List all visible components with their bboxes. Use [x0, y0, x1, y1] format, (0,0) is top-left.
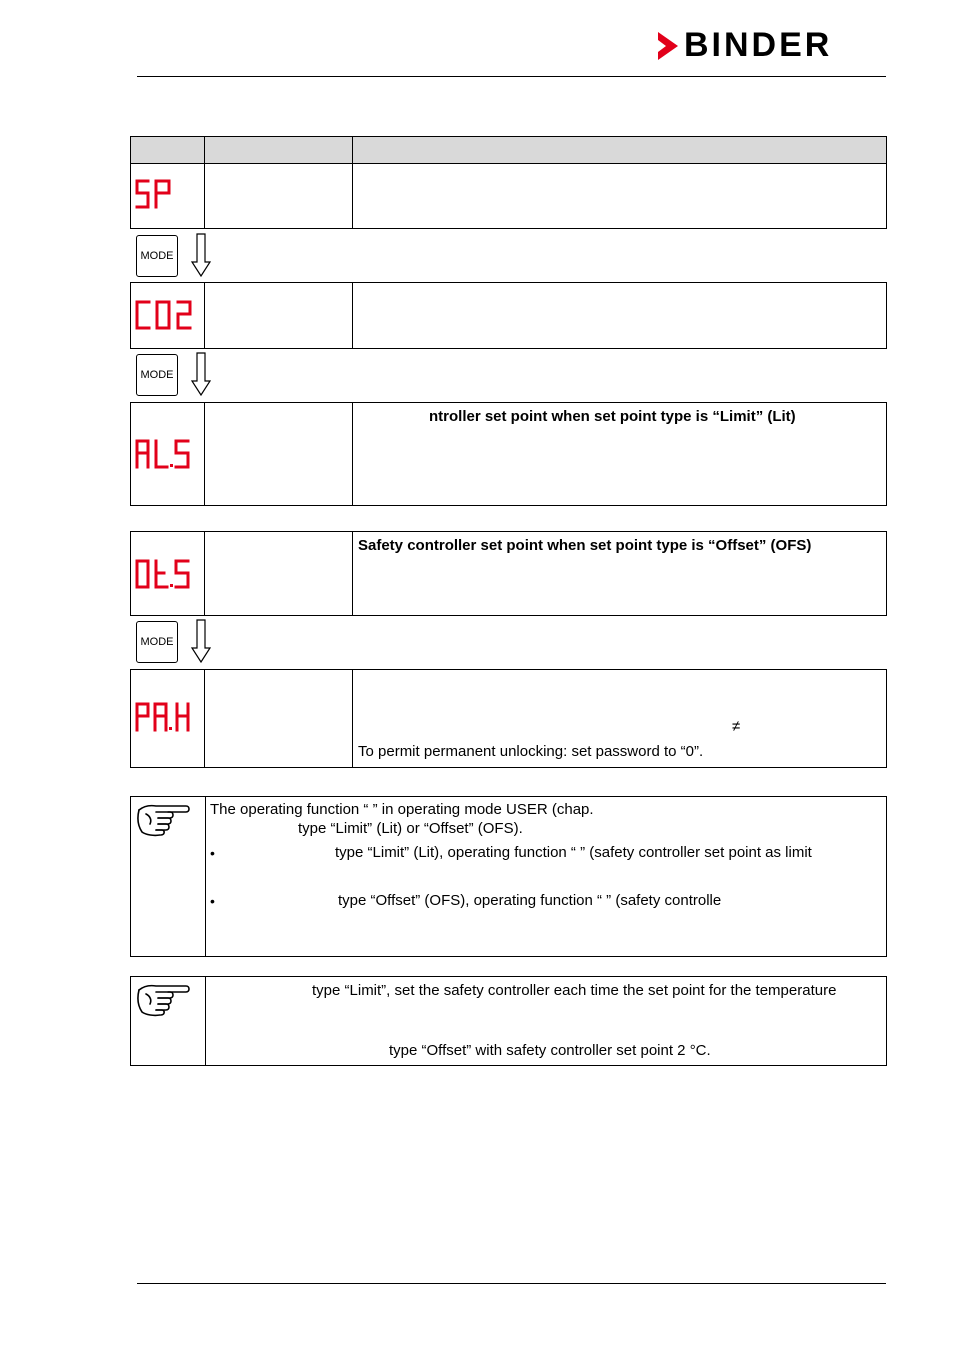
display-als-icon	[134, 438, 204, 470]
note-text: type “Limit” (Lit) or “Offset” (OFS).	[298, 820, 523, 837]
footer-rule	[137, 1283, 886, 1284]
pointing-hand-icon	[136, 980, 194, 1018]
display-pah-icon	[134, 701, 204, 733]
mode-button[interactable]: MODE	[136, 235, 178, 277]
mode-button[interactable]: MODE	[136, 621, 178, 663]
bullet-symbol: •	[210, 845, 215, 861]
mode-button[interactable]: MODE	[136, 354, 178, 396]
note-text: type “Limit” (Lit), operating function “ ” (safety controller set point as limit	[335, 844, 812, 861]
display-co2-icon	[134, 299, 204, 331]
pointing-hand-icon	[136, 800, 194, 838]
bullet-symbol: •	[210, 893, 215, 909]
display-sp-icon	[134, 178, 204, 210]
row-description: ntroller set point when set point type is “Limit” (Lit)	[429, 408, 796, 425]
note-text: type “Limit”, set the safety controller each time the set point for the temperature	[312, 982, 837, 999]
binder-logo	[656, 26, 888, 64]
table-header	[130, 136, 887, 164]
arrow-down-icon	[190, 351, 212, 397]
arrow-down-icon	[190, 232, 212, 278]
table-row	[130, 282, 887, 349]
note-text: The operating function “ ” in operating mode USER (chap.	[210, 801, 594, 818]
binder-logo-mark-icon	[656, 30, 680, 62]
note-text: type “Offset” (OFS), operating function “ ” (safety controlle	[338, 892, 722, 909]
table-row	[130, 163, 887, 229]
note-text: type “Offset” with safety controller set point 2 °C.	[389, 1042, 711, 1059]
neq-symbol: ≠	[732, 718, 741, 735]
logo-text: BINDER	[684, 26, 833, 64]
display-ols-icon	[134, 558, 204, 590]
row-description: Safety controller set point when set point type is “Offset” (OFS)	[358, 537, 812, 554]
arrow-down-icon	[190, 618, 212, 664]
header-rule	[137, 76, 886, 77]
row-description: To permit permanent unlocking: set password to “0”.	[358, 743, 704, 760]
